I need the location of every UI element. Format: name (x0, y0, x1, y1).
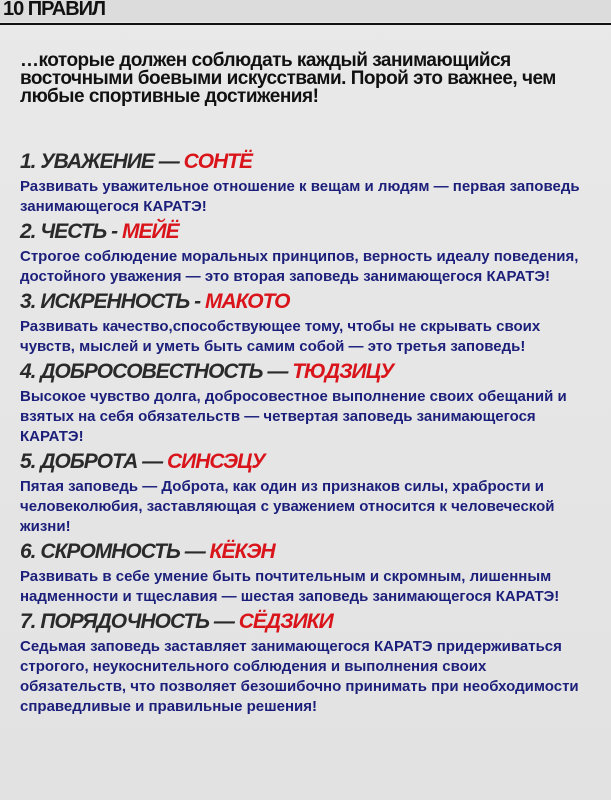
rule-name: ДОБРОСОВЕСТНОСТЬ (40, 360, 263, 383)
rule-japanese-term: МЕЙЁ (121, 220, 179, 243)
rule-name: ДОБРОТА (40, 450, 138, 473)
rule-japanese-term: ТЮДЗИЦУ (292, 360, 394, 383)
rule-separator: — (158, 150, 179, 173)
page-title: 10 ПРАВИЛ (3, 0, 106, 20)
rule-description: Седьмая заповедь заставляет занимающегося КАРАТЭ придерживаться строгого, неукоснительного соблюдения и выполнения своих обязательств, что позволяет безошибочно принимать при необходимости справедливые и правильные решения! (20, 638, 579, 715)
rule-item (20, 450, 595, 537)
rule-description: Пятая заповедь — Доброта, как один из признаков силы, храбрости и человеколюбия, заставляющая с уважением относится к человеческой жизни! (20, 478, 555, 535)
rule-separator: — (184, 540, 205, 563)
rule-number: 5. (20, 450, 36, 473)
intro-text: …которые должен соблюдать каждый занимающийся восточными боевыми искусствами. Порой это важнее, чем любые спортивные достижения! (20, 50, 556, 107)
rule-separator: - (111, 220, 118, 243)
rule-item (20, 220, 595, 287)
rule-item (20, 290, 595, 357)
rule-name: УВАЖЕНИЕ (40, 150, 154, 173)
rule-item (20, 540, 595, 607)
rule-japanese-term: СИНСЭЦУ (166, 450, 265, 473)
header-bar (0, 0, 611, 22)
rule-heading (20, 220, 595, 244)
rule-description: Развивать качество,способствующее тому, чтобы не скрывать своих чувств, мыслей и уметь быть самим собой — это третья заповедь! (20, 318, 541, 355)
rule-item (20, 610, 595, 717)
rule-number: 1. (20, 150, 36, 173)
rule-separator: — (213, 610, 234, 633)
rule-name: СКРОМНОСТЬ (40, 540, 180, 563)
rule-separator: - (194, 290, 201, 313)
rule-description: Высокое чувство долга, добросовестное выполнение своих обещаний и взятых на себя обязательств — четвертая заповедь занимающегося КАРАТЭ! (20, 388, 567, 445)
rule-heading (20, 360, 595, 384)
rule-heading (20, 150, 595, 174)
rule-item (20, 150, 595, 217)
rule-number: 3. (20, 290, 36, 313)
rule-heading (20, 450, 595, 474)
rule-name: ЧЕСТЬ (40, 220, 107, 243)
rule-description: Развивать в себе умение быть почтительным и скромным, лишенным надменности и тщеславия — шестая заповедь занимающегося КАРАТЭ! (20, 568, 560, 605)
rule-heading (20, 610, 595, 634)
rule-number: 6. (20, 540, 36, 563)
rule-japanese-term: СЁДЗИКИ (238, 610, 333, 633)
header-divider (0, 23, 611, 25)
rule-name: ИСКРЕННОСТЬ (40, 290, 190, 313)
rule-heading (20, 290, 595, 314)
rule-separator: — (142, 450, 163, 473)
rule-japanese-term: МАКОТО (204, 290, 290, 313)
rule-japanese-term: СОНТЁ (183, 150, 253, 173)
rule-item (20, 360, 595, 447)
rule-number: 2. (20, 220, 36, 243)
rule-separator: — (267, 360, 288, 383)
rule-number: 4. (20, 360, 36, 383)
rule-heading (20, 540, 595, 564)
rules-list (20, 150, 595, 720)
rule-description: Развивать уважительное отношение к вещам и людям — первая заповедь занимающегося КАРАТЭ! (20, 178, 580, 215)
rule-number: 7. (20, 610, 36, 633)
rule-description: Строгое соблюдение моральных принципов, верность идеалу поведения, достойного уважения — это вторая заповедь занимающегося КАРАТЭ! (20, 248, 579, 285)
rule-japanese-term: КЁКЭН (209, 540, 275, 563)
rule-name: ПОРЯДОЧНОСТЬ (40, 610, 210, 633)
